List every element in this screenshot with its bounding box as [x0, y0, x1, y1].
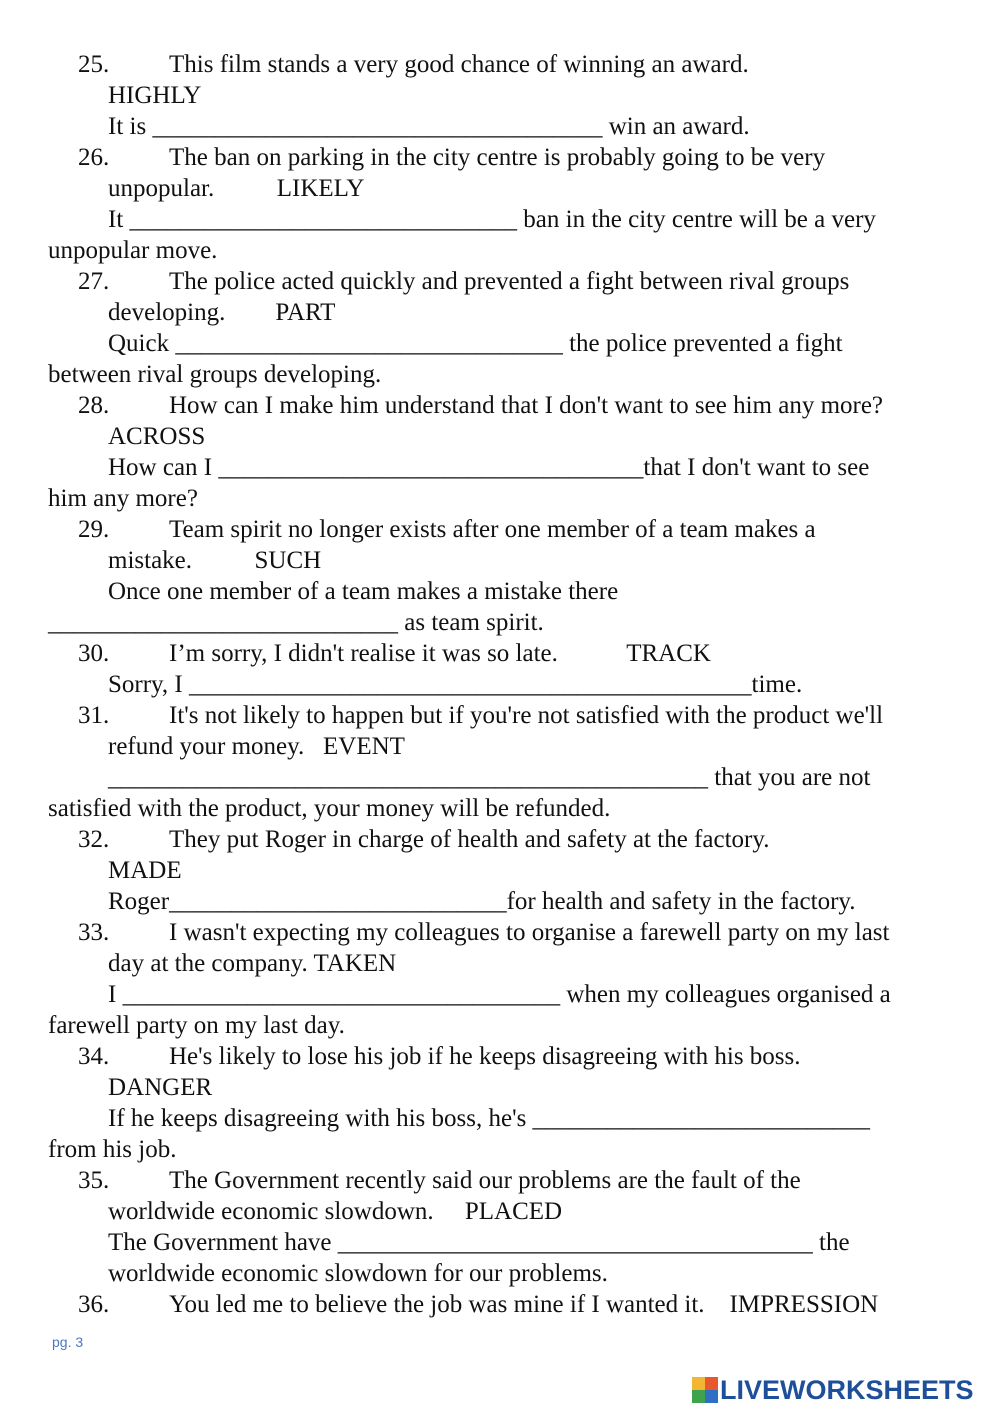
question-sentence: You led me to believe the job was mine if I wanted it. IMPRESSION: [169, 1291, 879, 1318]
question-keyword: DANGER: [108, 1074, 213, 1101]
question-sentence: The ban on parking in the city centre is probably going to be very: [169, 144, 826, 171]
liveworksheets-logo: [692, 1374, 992, 1406]
answer-line: farewell party on my last day.: [48, 1012, 345, 1039]
question-number: 28.: [78, 392, 110, 419]
answer-line: The Government have ______________________________________ the: [108, 1229, 850, 1256]
question-keyword: developing. PART: [108, 299, 336, 326]
question-number: 32.: [78, 826, 110, 853]
question-sentence: They put Roger in charge of health and safety at the factory.: [169, 826, 770, 853]
question-number: 27.: [78, 268, 110, 295]
answer-line: Roger___________________________for health and safety in the factory.: [108, 888, 856, 915]
question-keyword: HIGHLY: [108, 82, 202, 109]
question-number: 26.: [78, 144, 110, 171]
question-number: 34.: [78, 1043, 110, 1070]
question-number: 25.: [78, 51, 110, 78]
question-sentence: I’m sorry, I didn't realise it was so late. TRACK: [169, 640, 711, 667]
question-keyword: ACROSS: [108, 423, 206, 450]
answer-line: Sorry, I _____________________________________________time.: [108, 671, 803, 698]
question-number: 31.: [78, 702, 110, 729]
answer-line: unpopular move.: [48, 237, 218, 264]
answer-line: If he keeps disagreeing with his boss, he's ___________________________: [108, 1105, 871, 1132]
question-keyword: unpopular. LIKELY: [108, 175, 365, 202]
question-number: 36.: [78, 1291, 110, 1318]
question-sentence: The police acted quickly and prevented a fight between rival groups: [169, 268, 850, 295]
question-sentence: I wasn't expecting my colleagues to organise a farewell party on my last: [169, 919, 890, 946]
question-keyword: refund your money. EVENT: [108, 733, 405, 760]
question-sentence: The Government recently said our problems are the fault of the: [169, 1167, 801, 1194]
answer-line: I ___________________________________ when my colleagues organised a: [108, 981, 891, 1008]
answer-line: satisfied with the product, your money will be refunded.: [48, 795, 611, 822]
liveworksheets-logo-icon: [692, 1377, 718, 1403]
question-sentence: Team spirit no longer exists after one member of a team makes a: [169, 516, 816, 543]
question-sentence: It's not likely to happen but if you're not satisfied with the product we'll: [169, 702, 884, 729]
answer-line: It is ____________________________________ win an award.: [108, 113, 750, 140]
liveworksheets-brand-text: LIVEWORKSHEETS: [720, 1374, 974, 1405]
question-keyword: worldwide economic slowdown. PLACED: [108, 1198, 563, 1225]
question-keyword: mistake. SUCH: [108, 547, 322, 574]
answer-line: ____________________________ as team spirit.: [48, 609, 544, 636]
answer-line: from his job.: [48, 1136, 177, 1163]
answer-line: him any more?: [48, 485, 198, 512]
answer-line: ________________________________________________ that you are not: [108, 764, 871, 791]
question-sentence: This film stands a very good chance of winning an award.: [169, 51, 749, 78]
question-number: 33.: [78, 919, 110, 946]
question-sentence: How can I make him understand that I don't want to see him any more?: [169, 392, 884, 419]
answer-line: How can I __________________________________that I don't want to see: [108, 454, 870, 481]
answer-line: It _______________________________ ban in the city centre will be a very: [108, 206, 876, 233]
question-number: 35.: [78, 1167, 110, 1194]
page-number: pg. 3: [52, 1334, 84, 1350]
answer-line: Once one member of a team makes a mistake there: [108, 578, 619, 605]
question-number: 29.: [78, 516, 110, 543]
question-sentence: He's likely to lose his job if he keeps disagreeing with his boss.: [169, 1043, 801, 1070]
answer-line: Quick _______________________________ the police prevented a fight: [108, 330, 843, 357]
question-keyword: day at the company. TAKEN: [108, 950, 397, 977]
answer-line: between rival groups developing.: [48, 361, 382, 388]
answer-line: worldwide economic slowdown for our problems.: [108, 1260, 608, 1287]
question-number: 30.: [78, 640, 110, 667]
question-keyword: MADE: [108, 857, 182, 884]
